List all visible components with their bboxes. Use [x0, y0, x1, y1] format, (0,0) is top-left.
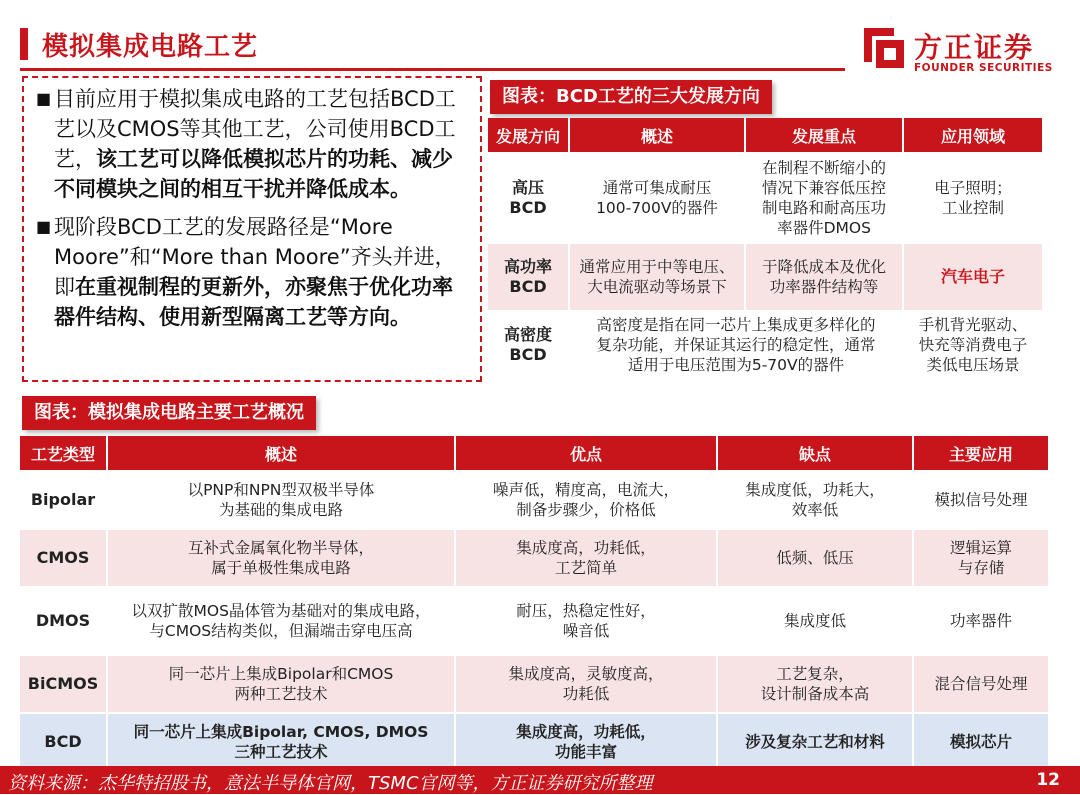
column-header: 概述: [570, 118, 744, 152]
title-underline: [20, 68, 845, 71]
column-header: 工艺类型: [20, 436, 106, 470]
cons-cell: 集成度低: [718, 588, 912, 654]
application-cell: 功率器件: [914, 588, 1048, 654]
direction-cell: 高压 BCD: [488, 154, 568, 242]
column-header: 概述: [108, 436, 454, 470]
pros-cell: 耐压，热稳定性好， 噪音低: [456, 588, 716, 654]
founder-securities-logo: [860, 22, 1060, 82]
bcd-table-title: 图表：BCD工艺的三大发展方向: [490, 80, 772, 114]
overview-cell: 通常应用于中等电压、 大电流驱动等场景下: [570, 244, 744, 310]
application-cell: 逻辑运算 与存储: [914, 530, 1048, 586]
intro-box: [22, 76, 482, 382]
source-note: 资料来源：杰华特招股书，意法半导体官网，TSMC官网等，方正证券研究所整理: [8, 773, 653, 794]
process-type-cell: BCD: [20, 714, 106, 770]
overview-cell: 通常可集成耐压 100-700V的器件: [570, 154, 744, 242]
table-row: [20, 656, 1048, 712]
pros-cell: 集成度高，灵敏度高， 功耗低: [456, 656, 716, 712]
application-cell: 汽车电子: [904, 244, 1042, 310]
pros-cell: 集成度高，功耗低， 工艺简单: [456, 530, 716, 586]
process-type-cell: CMOS: [20, 530, 106, 586]
process-type-cell: Bipolar: [20, 472, 106, 528]
bullet-bold-text: 该工艺可以降低模拟芯片的功耗、减少不同模块之间的相互干扰并降低成本。: [54, 147, 453, 201]
overview-cell: 互补式金属氧化物半导体， 属于单极性集成电路: [108, 530, 454, 586]
footer-bar: [0, 766, 1080, 794]
table-header-row: [20, 436, 1048, 470]
table-row: [20, 588, 1048, 654]
application-cell: 手机背光驱动、 快充等消费电子 类低电压场景: [904, 312, 1042, 378]
column-header: 缺点: [718, 436, 912, 470]
page-title: 模拟集成电路工艺: [42, 32, 259, 62]
bcd-directions-table: [486, 116, 1044, 380]
page-number: 12: [1036, 770, 1060, 790]
table-row: [20, 472, 1048, 528]
cons-cell: 低频、低压: [718, 530, 912, 586]
column-header: 发展方向: [488, 118, 568, 152]
pros-cell: 集成度高，功耗低， 功能丰富: [456, 714, 716, 770]
overview-cell: 同一芯片上集成Bipolar和CMOS 两种工艺技术: [108, 656, 454, 712]
overview-cell: 以双扩散MOS晶体管为基础对的集成电路， 与CMOS结构类似，但漏端击穿电压高: [108, 588, 454, 654]
table-row: [488, 312, 1042, 378]
cons-cell: 工艺复杂， 设计制备成本高: [718, 656, 912, 712]
bullet-text: [54, 212, 470, 332]
table-row: [488, 154, 1042, 242]
focus-cell: 在制程不断缩小的 情况下兼容低压控 制电路和耐高压功 率器件DMOS: [746, 154, 902, 242]
bullet-plain-text: 目前应用于模拟集成电路的工艺包括BCD工艺以及CMOS等其他工艺，公司使用BCD工艺，: [54, 87, 456, 171]
application-cell: 电子照明； 工业控制: [904, 154, 1042, 242]
process-overview-table: [18, 434, 1050, 772]
intro-bullet-1: [36, 84, 470, 204]
bullet-plain-text: 现阶段BCD工艺的发展路径是“More Moore”和“More than Moore”齐头并进，即: [54, 215, 456, 299]
process-type-cell: DMOS: [20, 588, 106, 654]
application-cell: 模拟芯片: [914, 714, 1048, 770]
process-type-cell: BiCMOS: [20, 656, 106, 712]
pros-cell: 噪声低，精度高，电流大， 制备步骤少，价格低: [456, 472, 716, 528]
process-table-title: 图表：模拟集成电路主要工艺概况: [22, 396, 316, 430]
bullet-square-icon: ■: [36, 89, 52, 108]
table-header-row: [488, 118, 1042, 152]
cons-cell: 涉及复杂工艺和材料: [718, 714, 912, 770]
application-cell: 混合信号处理: [914, 656, 1048, 712]
direction-cell: 高功率 BCD: [488, 244, 568, 310]
table-row: [20, 530, 1048, 586]
column-header: 主要应用: [914, 436, 1048, 470]
table-row: [488, 244, 1042, 310]
bullet-bold-text: 在重视制程的更新外，亦聚焦于优化功率器件结构、使用新型隔离工艺等方向。: [54, 275, 453, 329]
intro-bullet-2: [36, 212, 470, 332]
table-row: [20, 714, 1048, 770]
cons-cell: 集成度低，功耗大， 效率低: [718, 472, 912, 528]
column-header: 发展重点: [746, 118, 902, 152]
column-header: 优点: [456, 436, 716, 470]
title-accent-bar: [20, 28, 28, 60]
founder-logo-icon: [860, 24, 908, 72]
focus-cell: 于降低成本及优化 功率器件结构等: [746, 244, 902, 310]
bullet-text: [54, 84, 470, 204]
application-cell: 模拟信号处理: [914, 472, 1048, 528]
overview-cell: 高密度是指在同一芯片上集成更多样化的 复杂功能，并保证其运行的稳定性，通常 适用于电压范围为5-70V的器件: [570, 312, 902, 378]
bullet-square-icon: ■: [36, 217, 52, 236]
logo-english-name: FOUNDER SECURITIES: [914, 62, 1053, 74]
overview-cell: 以PNP和NPN型双极半导体 为基础的集成电路: [108, 472, 454, 528]
column-header: 应用领域: [904, 118, 1042, 152]
overview-cell: 同一芯片上集成Bipolar, CMOS, DMOS 三种工艺技术: [108, 714, 454, 770]
logo-chinese-name: 方正证券: [914, 31, 1035, 64]
direction-cell: 高密度 BCD: [488, 312, 568, 378]
